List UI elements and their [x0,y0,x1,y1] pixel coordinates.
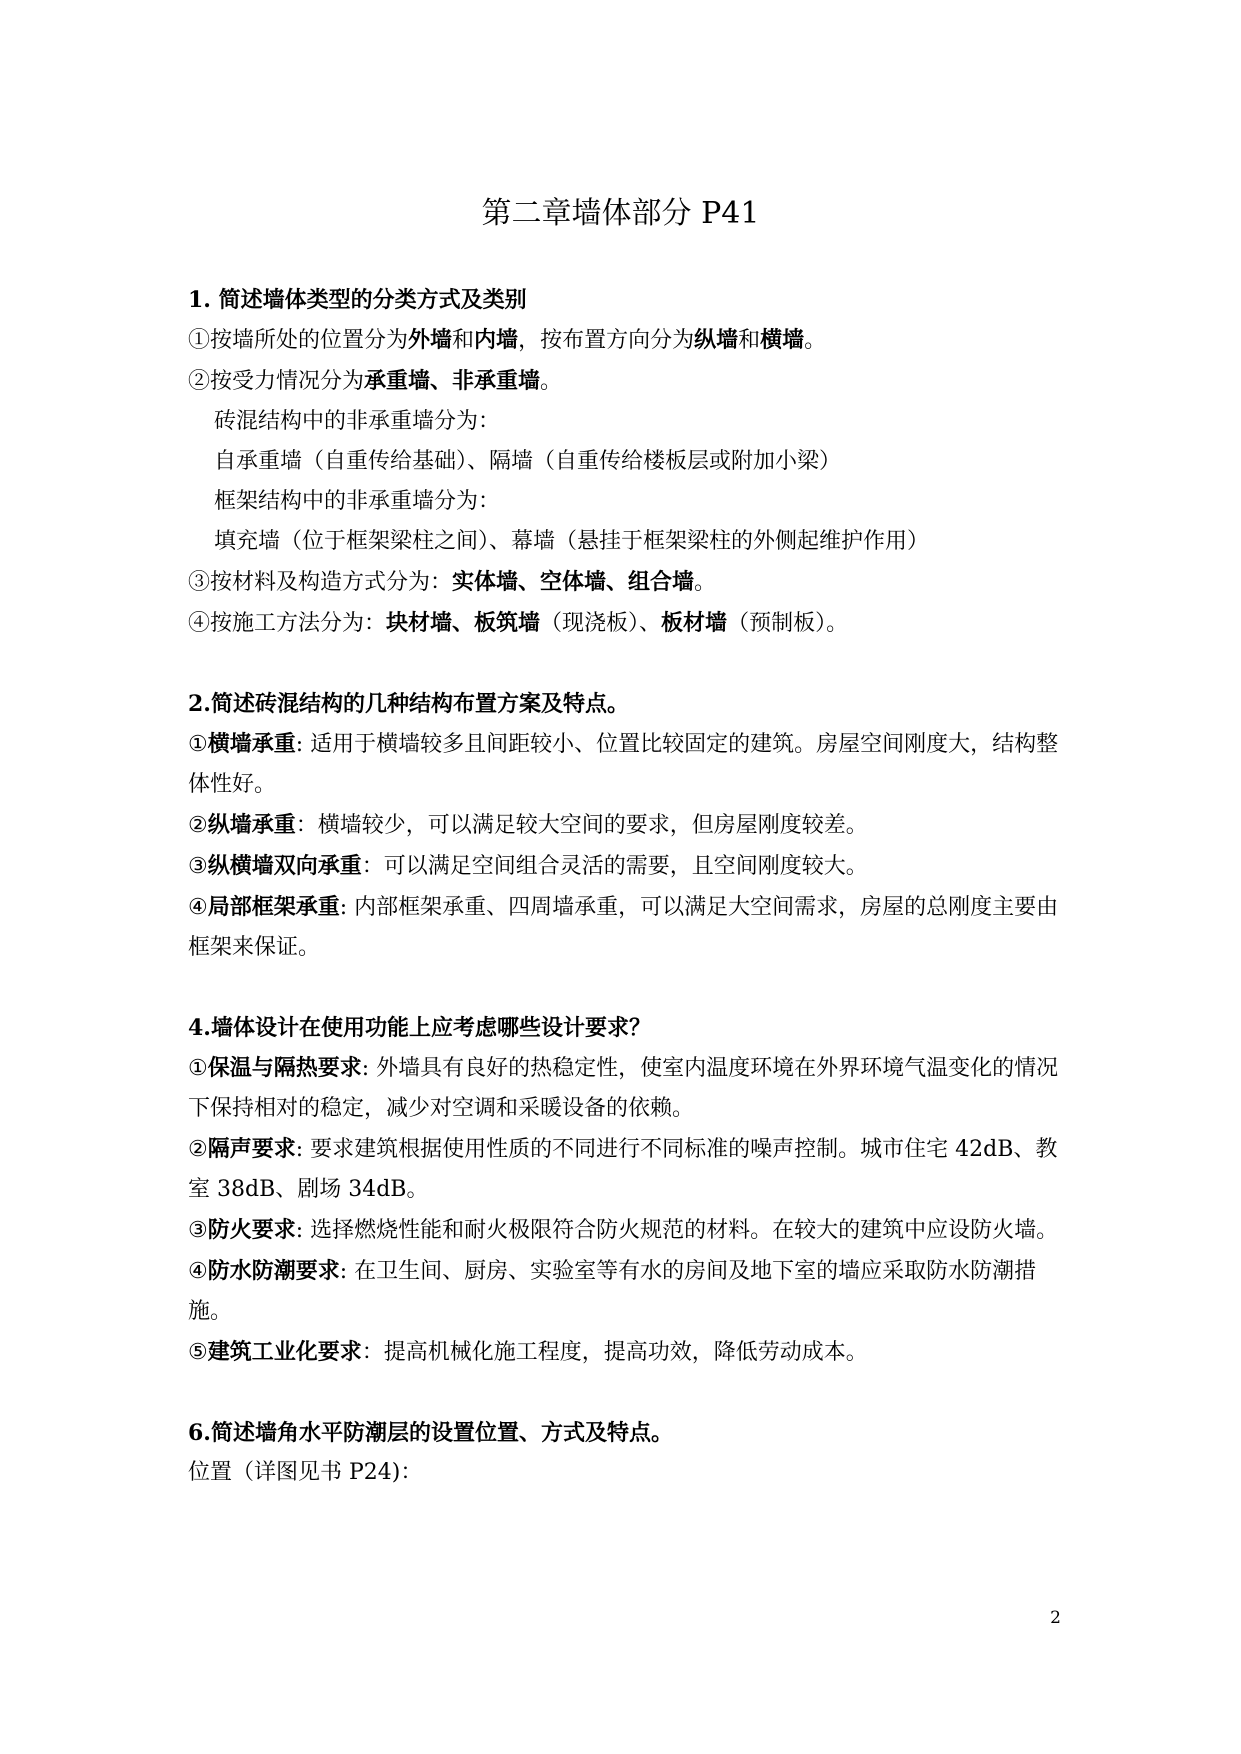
term: 横墙承重 [207,731,296,757]
question-6-heading: 6.简述墙角水平防潮层的设置位置、方式及特点。 [188,1420,673,1446]
term-bearing-walls: 承重墙、非承重墙 [364,368,541,394]
text: ③按材料及构造方式分为： [188,570,453,595]
q4-item-4 [188,1251,1068,1332]
text: ：可以满足空间组合灵活的需要，且空间刚度较大。 [361,854,868,879]
text: : 外墙具有良好的热稳定性，使室内温度环境在外界环境气温变化的情况下保持相对的稳定，减少对空调和采暖设备的依赖。 [188,1056,1059,1121]
text: （现浇板）、 [540,611,662,636]
text: 。 [804,328,827,353]
term-block-walls: 块材墙、板筑墙 [386,610,541,636]
text: : 在卫生间、厨房、实验室等有水的房间及地下室的墙应采取防水防潮措施。 [188,1259,1037,1324]
text: ③ [188,854,208,879]
text: ③ [188,1218,208,1243]
text: ⑤ [188,1340,208,1365]
q4-item-3 [188,1210,1068,1251]
q6-line-position: 位置（详图见书 P24)： [188,1460,423,1485]
spacer [188,968,1068,1008]
term: 纵横墙双向承重 [207,853,362,879]
text: ② [188,813,208,838]
q2-item-4 [188,887,1068,968]
text: : 内部框架承重、四周墙承重，可以满足大空间需求，房屋的总刚度主要由框架来保证。 [188,895,1059,960]
text: 。 [540,369,563,394]
text: 。 [694,570,717,595]
q1-line-construction [188,603,1068,644]
term: 防火要求 [207,1217,296,1243]
text: ④按施工方法分为： [188,611,387,636]
term-exterior-wall: 外墙 [408,327,453,353]
text: 和 [738,328,761,353]
text: ①按墙所处的位置分为 [188,328,409,353]
term-transverse-wall: 横墙 [760,327,805,353]
text: : 要求建筑根据使用性质的不同进行不同标准的噪声控制。城市住宅 42dB、教室 38dB、剧场 34dB。 [188,1137,1058,1202]
q2-item-2 [188,805,1068,846]
text: （预制板）。 [727,611,849,636]
q1-line-load [188,361,1068,402]
text: ② [188,1137,208,1162]
text: ：提高机械化施工程度，提高功效，降低劳动成本。 [361,1340,868,1365]
q4-item-1 [188,1048,1068,1129]
page-number: 2 [1050,1608,1061,1628]
text: : 选择燃烧性能和耐火极限符合防火规范的材料。在较大的建筑中应设防火墙。 [295,1218,1059,1243]
text: ① [188,1056,208,1081]
q1-line-material [188,562,1068,603]
term: 纵墙承重 [207,812,296,838]
term: 隔声要求 [207,1136,296,1162]
text: 和 [452,328,475,353]
term-longitudinal-wall: 纵墙 [694,327,739,353]
q4-item-2 [188,1129,1068,1210]
chapter-title: 第二章墙体部分 P41 [481,196,760,231]
question-1-heading: 1. 简述墙体类型的分类方式及类别 [188,287,527,313]
term-panel-wall: 板材墙 [661,610,728,636]
term: 建筑工业化要求 [207,1339,362,1365]
term-material-walls: 实体墙、空体墙、组合墙 [452,569,695,595]
text: ④ [188,895,208,920]
q1-line-brick-nonbearing: 砖混结构中的非承重墙分为： [214,409,501,434]
q1-line-position [188,320,1068,361]
term-interior-wall: 内墙 [474,327,519,353]
text: ②按受力情况分为 [188,369,365,394]
text: : 适用于横墙较多且间距较小、位置比较固定的建筑。房屋空间刚度大，结构整体性好。 [188,732,1059,797]
question-2-heading: 2.简述砖混结构的几种结构布置方案及特点。 [188,691,629,717]
q2-item-1 [188,724,1068,805]
q1-line-self-bearing: 自承重墙（自重传给基础）、隔墙（自重传给楼板层或附加小梁） [214,449,842,474]
q1-line-infill: 填充墙（位于框架梁柱之间）、幕墙（悬挂于框架梁柱的外侧起维护作用） [214,529,930,554]
text: ，按布置方向分为 [518,328,695,353]
term: 保温与隔热要求 [207,1055,362,1081]
spacer [188,644,1068,684]
question-4-heading: 4.墙体设计在使用功能上应考虑哪些设计要求？ [188,1015,651,1041]
term: 局部框架承重 [207,894,340,920]
term: 防水防潮要求 [207,1258,340,1284]
text: ④ [188,1259,208,1284]
text: ① [188,732,208,757]
document-body [188,280,1068,1493]
q1-line-frame-nonbearing: 框架结构中的非承重墙分为： [214,489,501,514]
q4-item-5 [188,1332,1068,1373]
text: ：横墙较少，可以满足较大空间的要求，但房屋刚度较差。 [295,813,868,838]
q2-item-3 [188,846,1068,887]
spacer [188,1373,1068,1413]
